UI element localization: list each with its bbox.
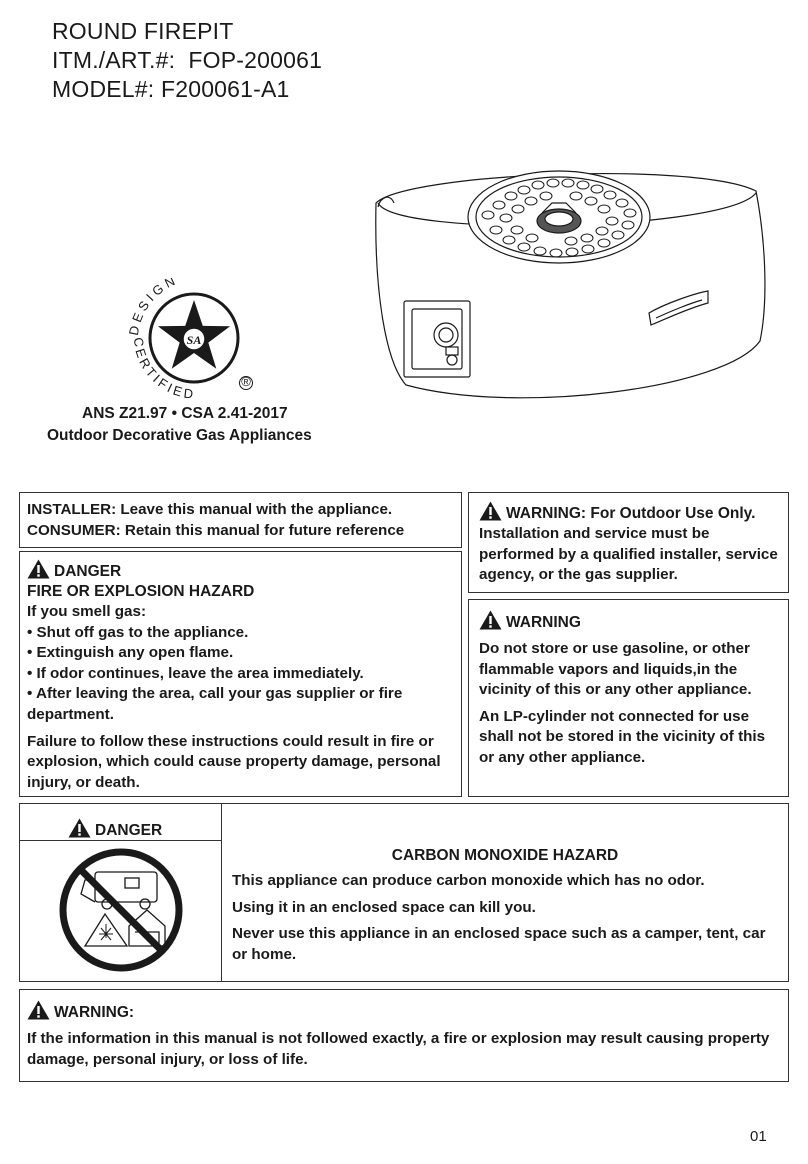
firepit-illustration <box>366 163 776 415</box>
danger-heading: DANGER <box>54 563 122 580</box>
smell-gas-intro: If you smell gas: <box>27 603 147 620</box>
seal-arc-bottom: CERTIFIED <box>130 336 197 398</box>
no-enclosed-space-icon <box>55 844 187 976</box>
bullet-item: • After leaving the area, call your gas supplier or fire department. <box>27 685 403 723</box>
warning-manual-box <box>19 989 789 1082</box>
vapors-para-2: An LP-cylinder not connected for use shall not be stored in the vicinity of this or any other appliance. <box>479 707 766 766</box>
product-title: ROUND FIREPIT <box>52 18 234 44</box>
seal-arc-top: DESIGN <box>125 278 181 337</box>
consumer-line: CONSUMER: Retain this manual for future reference <box>27 521 405 539</box>
bullet-item: • Extinguish any open flame. <box>27 644 234 662</box>
registered-mark: ® <box>241 374 251 389</box>
model-number: MODEL#: F200061-A1 <box>52 76 290 102</box>
warning-triangle-icon <box>479 501 502 521</box>
co-danger-heading: DANGER <box>95 822 163 839</box>
installer-line: INSTALLER: Leave this manual with the appliance. <box>27 501 393 518</box>
warning-triangle-icon <box>27 1000 50 1020</box>
danger-fire-box <box>19 551 462 797</box>
warning-triangle-icon <box>68 818 91 838</box>
failure-warning: Failure to follow these instructions could result in fire or explosion, which could cause property damage, personal injury, or death. <box>27 732 441 791</box>
co-left-panel <box>20 804 222 981</box>
co-hazard-title: CARBON MONOXIDE HAZARD <box>391 847 619 864</box>
warning-vapors-box <box>468 599 789 797</box>
svg-text:SA: SA <box>186 333 202 347</box>
co-text-block <box>232 871 780 965</box>
warning-triangle-icon <box>27 559 50 579</box>
outdoor-warning-heading: WARNING: For Outdoor Use Only. <box>506 505 756 522</box>
danger-co-box <box>19 803 789 982</box>
outdoor-warning-body: Installation and service must be performed by a qualified installer, service agency, or the gas supplier. <box>479 525 778 584</box>
document-header <box>52 17 322 104</box>
installer-notice-box <box>19 492 462 548</box>
page-number: 01 <box>750 1128 767 1145</box>
manual-warning-body: If the information in this manual is not followed exactly, a fire or explosion may result causing property damage, personal injury, or loss of life. <box>27 1030 770 1068</box>
item-number: ITM./ART.#: FOP-200061 <box>52 47 323 73</box>
fire-hazard-subheading: FIRE OR EXPLOSION HAZARD <box>27 583 255 600</box>
vapors-para-1: Do not store or use gasoline, or other flammable vapors and liquids,in the vicinity of this or any other appliance. <box>479 640 752 699</box>
cert-caption: Outdoor Decorative Gas Appliances <box>47 427 312 444</box>
co-line: Using it in an enclosed space can kill you. <box>232 898 536 916</box>
warning-outdoor-box <box>468 492 789 593</box>
vapors-warning-heading: WARNING <box>506 614 581 631</box>
cert-standard: ANS Z21.97 • CSA 2.41-2017 <box>82 405 288 422</box>
firepit-drawing-icon <box>366 163 776 415</box>
bullet-item: • Shut off gas to the appliance. <box>27 623 249 641</box>
warning-triangle-icon <box>479 610 502 630</box>
co-line: This appliance can produce carbon monoxide which has no odor. <box>232 872 705 889</box>
manual-warning-heading: WARNING: <box>54 1004 135 1021</box>
co-line: Never use this appliance in an enclosed space such as a camper, tent, car or home. <box>232 925 766 963</box>
bullet-item: • If odor continues, leave the area immediately. <box>27 664 364 682</box>
design-certified-seal <box>124 278 274 398</box>
